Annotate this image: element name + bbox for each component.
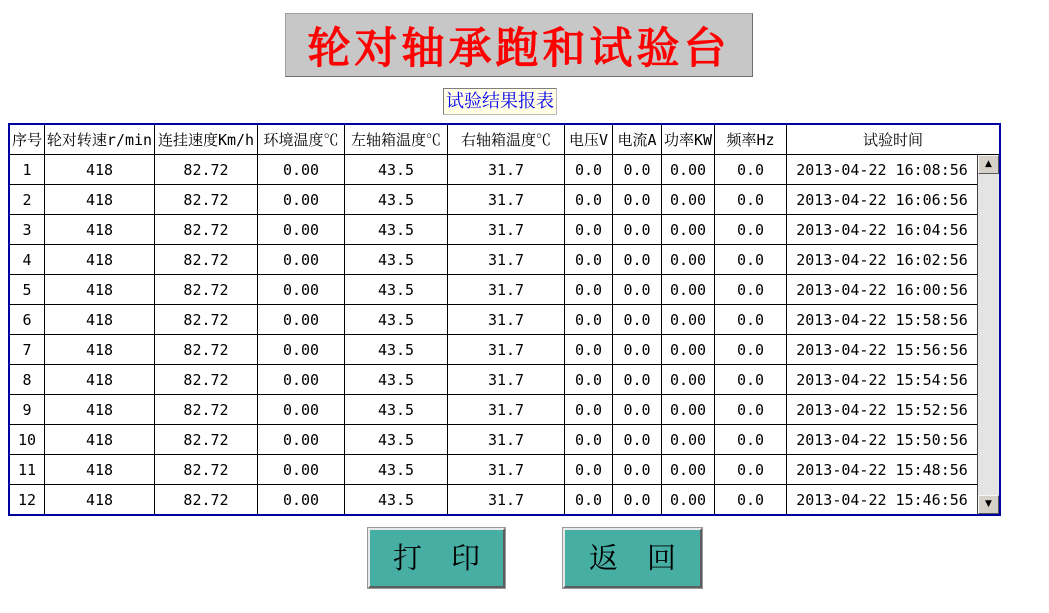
cell-index: 12 [10, 485, 45, 514]
cell-test-time: 2013-04-22 16:02:56 [796, 250, 968, 269]
table-header-row [10, 125, 999, 155]
table-row [10, 365, 999, 395]
cell-ambient-temp: 0.00 [258, 155, 345, 184]
column-header-current: 电流A [613, 125, 662, 154]
cell-coupling-speed: 82.72 [155, 305, 258, 334]
cell-frequency: 0.0 [715, 395, 787, 424]
cell-voltage: 0.0 [565, 335, 613, 364]
cell-power: 0.00 [662, 425, 715, 454]
cell-right-axlebox-temp: 31.7 [448, 335, 565, 364]
cell-test-time: 2013-04-22 15:58:56 [796, 310, 968, 329]
cell-current: 0.0 [613, 245, 662, 274]
cell-current: 0.0 [613, 335, 662, 364]
cell-right-axlebox-temp: 31.7 [448, 485, 565, 514]
cell-index: 5 [10, 275, 45, 304]
cell-power: 0.00 [662, 185, 715, 214]
cell-right-axlebox-temp: 31.7 [448, 275, 565, 304]
table-row [10, 185, 999, 215]
cell-current: 0.0 [613, 425, 662, 454]
cell-ambient-temp: 0.00 [258, 455, 345, 484]
cell-left-axlebox-temp: 43.5 [345, 305, 448, 334]
cell-current: 0.0 [613, 365, 662, 394]
cell-test-time: 2013-04-22 16:06:56 [796, 190, 968, 209]
column-header-test-time: 试验时间 [862, 131, 923, 149]
cell-ambient-temp: 0.00 [258, 215, 345, 244]
cell-coupling-speed: 82.72 [155, 155, 258, 184]
table-row [10, 395, 999, 425]
cell-voltage: 0.0 [565, 425, 613, 454]
cell-right-axlebox-temp: 31.7 [448, 455, 565, 484]
scroll-up-arrow-icon: ▲ [985, 159, 992, 169]
cell-coupling-speed: 82.72 [155, 365, 258, 394]
cell-current: 0.0 [613, 305, 662, 334]
report-title-label: 试验结果报表 [443, 88, 557, 115]
cell-current: 0.0 [613, 485, 662, 514]
table-body [10, 155, 999, 514]
cell-power: 0.00 [662, 305, 715, 334]
cell-power: 0.00 [662, 365, 715, 394]
cell-right-axlebox-temp: 31.7 [448, 305, 565, 334]
cell-test-time: 2013-04-22 15:56:56 [796, 340, 968, 359]
cell-test-time: 2013-04-22 16:00:56 [796, 280, 968, 299]
cell-test-time: 2013-04-22 15:54:56 [796, 370, 968, 389]
cell-wheelset-speed: 418 [45, 275, 155, 304]
table-row [10, 245, 999, 275]
cell-ambient-temp: 0.00 [258, 395, 345, 424]
column-header-power: 功率KW [662, 125, 715, 154]
cell-power: 0.00 [662, 395, 715, 424]
column-header-wheelset-speed: 轮对转速r/min [45, 125, 155, 154]
cell-test-time: 2013-04-22 15:46:56 [796, 490, 968, 509]
cell-right-axlebox-temp: 31.7 [448, 185, 565, 214]
cell-index: 4 [10, 245, 45, 274]
cell-power: 0.00 [662, 215, 715, 244]
results-table [8, 123, 1001, 516]
scroll-down-button[interactable] [978, 495, 999, 514]
cell-left-axlebox-temp: 43.5 [345, 245, 448, 274]
cell-wheelset-speed: 418 [45, 185, 155, 214]
cell-right-axlebox-temp: 31.7 [448, 215, 565, 244]
cell-coupling-speed: 82.72 [155, 185, 258, 214]
table-row [10, 155, 999, 185]
cell-current: 0.0 [613, 395, 662, 424]
print-button[interactable]: 打 印 [368, 528, 505, 588]
cell-right-axlebox-temp: 31.7 [448, 395, 565, 424]
cell-coupling-speed: 82.72 [155, 335, 258, 364]
cell-wheelset-speed: 418 [45, 215, 155, 244]
table-row [10, 425, 999, 455]
cell-frequency: 0.0 [715, 485, 787, 514]
cell-test-time: 2013-04-22 16:04:56 [796, 220, 968, 239]
cell-test-time: 2013-04-22 15:48:56 [796, 460, 968, 479]
cell-frequency: 0.0 [715, 455, 787, 484]
cell-left-axlebox-temp: 43.5 [345, 365, 448, 394]
cell-coupling-speed: 82.72 [155, 395, 258, 424]
cell-frequency: 0.0 [715, 305, 787, 334]
cell-test-time: 2013-04-22 15:52:56 [796, 400, 968, 419]
cell-left-axlebox-temp: 43.5 [345, 215, 448, 244]
cell-right-axlebox-temp: 31.7 [448, 245, 565, 274]
cell-index: 6 [10, 305, 45, 334]
cell-ambient-temp: 0.00 [258, 185, 345, 214]
cell-voltage: 0.0 [565, 155, 613, 184]
cell-wheelset-speed: 418 [45, 305, 155, 334]
cell-voltage: 0.0 [565, 455, 613, 484]
cell-index: 2 [10, 185, 45, 214]
column-header-ambient-temp: 环境温度℃ [258, 125, 345, 154]
cell-coupling-speed: 82.72 [155, 215, 258, 244]
column-header-frequency: 频率Hz [715, 125, 787, 154]
cell-coupling-speed: 82.72 [155, 485, 258, 514]
scrollbar-track[interactable] [978, 174, 999, 495]
cell-frequency: 0.0 [715, 365, 787, 394]
cell-current: 0.0 [613, 155, 662, 184]
scroll-down-arrow-icon: ▼ [985, 499, 992, 509]
back-button[interactable]: 返 回 [563, 528, 702, 588]
cell-index: 3 [10, 215, 45, 244]
cell-ambient-temp: 0.00 [258, 245, 345, 274]
cell-ambient-temp: 0.00 [258, 335, 345, 364]
cell-wheelset-speed: 418 [45, 425, 155, 454]
cell-voltage: 0.0 [565, 185, 613, 214]
cell-wheelset-speed: 418 [45, 155, 155, 184]
cell-voltage: 0.0 [565, 395, 613, 424]
cell-current: 0.0 [613, 275, 662, 304]
cell-voltage: 0.0 [565, 485, 613, 514]
cell-current: 0.0 [613, 455, 662, 484]
cell-power: 0.00 [662, 245, 715, 274]
cell-wheelset-speed: 418 [45, 485, 155, 514]
cell-coupling-speed: 82.72 [155, 425, 258, 454]
cell-left-axlebox-temp: 43.5 [345, 395, 448, 424]
cell-ambient-temp: 0.00 [258, 305, 345, 334]
cell-frequency: 0.0 [715, 155, 787, 184]
column-header-left-axlebox-temp: 左轴箱温度℃ [345, 125, 448, 154]
cell-wheelset-speed: 418 [45, 335, 155, 364]
cell-ambient-temp: 0.00 [258, 275, 345, 304]
column-header-voltage: 电压V [565, 125, 613, 154]
cell-frequency: 0.0 [715, 275, 787, 304]
cell-power: 0.00 [662, 275, 715, 304]
page-title: 轮对轴承跑和试验台 [307, 23, 731, 74]
cell-left-axlebox-temp: 43.5 [345, 185, 448, 214]
table-row [10, 485, 999, 514]
cell-voltage: 0.0 [565, 275, 613, 304]
cell-index: 7 [10, 335, 45, 364]
cell-coupling-speed: 82.72 [155, 245, 258, 274]
cell-right-axlebox-temp: 31.7 [448, 155, 565, 184]
column-header-coupling-speed: 连挂速度Km/h [155, 125, 258, 154]
cell-frequency: 0.0 [715, 245, 787, 274]
table-row [10, 335, 999, 365]
cell-index: 8 [10, 365, 45, 394]
cell-left-axlebox-temp: 43.5 [345, 275, 448, 304]
cell-voltage: 0.0 [565, 305, 613, 334]
cell-index: 11 [10, 455, 45, 484]
cell-power: 0.00 [662, 485, 715, 514]
table-row [10, 275, 999, 305]
cell-frequency: 0.0 [715, 185, 787, 214]
cell-coupling-speed: 82.72 [155, 455, 258, 484]
cell-right-axlebox-temp: 31.7 [448, 365, 565, 394]
cell-current: 0.0 [613, 185, 662, 214]
cell-voltage: 0.0 [565, 365, 613, 394]
cell-index: 1 [10, 155, 45, 184]
column-header-right-axlebox-temp: 右轴箱温度℃ [448, 125, 565, 154]
cell-left-axlebox-temp: 43.5 [345, 425, 448, 454]
vertical-scrollbar[interactable] [977, 155, 999, 514]
cell-voltage: 0.0 [565, 245, 613, 274]
cell-frequency: 0.0 [715, 335, 787, 364]
cell-frequency: 0.0 [715, 425, 787, 454]
cell-wheelset-speed: 418 [45, 455, 155, 484]
cell-left-axlebox-temp: 43.5 [345, 485, 448, 514]
cell-power: 0.00 [662, 155, 715, 184]
cell-wheelset-speed: 418 [45, 365, 155, 394]
column-header-index: 序号 [10, 125, 45, 154]
cell-left-axlebox-temp: 43.5 [345, 335, 448, 364]
cell-ambient-temp: 0.00 [258, 425, 345, 454]
cell-power: 0.00 [662, 335, 715, 364]
cell-coupling-speed: 82.72 [155, 275, 258, 304]
cell-index: 10 [10, 425, 45, 454]
cell-wheelset-speed: 418 [45, 395, 155, 424]
cell-current: 0.0 [613, 215, 662, 244]
cell-power: 0.00 [662, 455, 715, 484]
cell-wheelset-speed: 418 [45, 245, 155, 274]
cell-left-axlebox-temp: 43.5 [345, 455, 448, 484]
table-row [10, 305, 999, 335]
table-row [10, 215, 999, 245]
table-row [10, 455, 999, 485]
cell-left-axlebox-temp: 43.5 [345, 155, 448, 184]
cell-test-time: 2013-04-22 16:08:56 [796, 160, 968, 179]
cell-ambient-temp: 0.00 [258, 485, 345, 514]
cell-ambient-temp: 0.00 [258, 365, 345, 394]
cell-voltage: 0.0 [565, 215, 613, 244]
cell-index: 9 [10, 395, 45, 424]
cell-frequency: 0.0 [715, 215, 787, 244]
cell-test-time: 2013-04-22 15:50:56 [796, 430, 968, 449]
title-banner [285, 13, 753, 77]
scroll-up-button[interactable] [978, 155, 999, 174]
cell-right-axlebox-temp: 31.7 [448, 425, 565, 454]
